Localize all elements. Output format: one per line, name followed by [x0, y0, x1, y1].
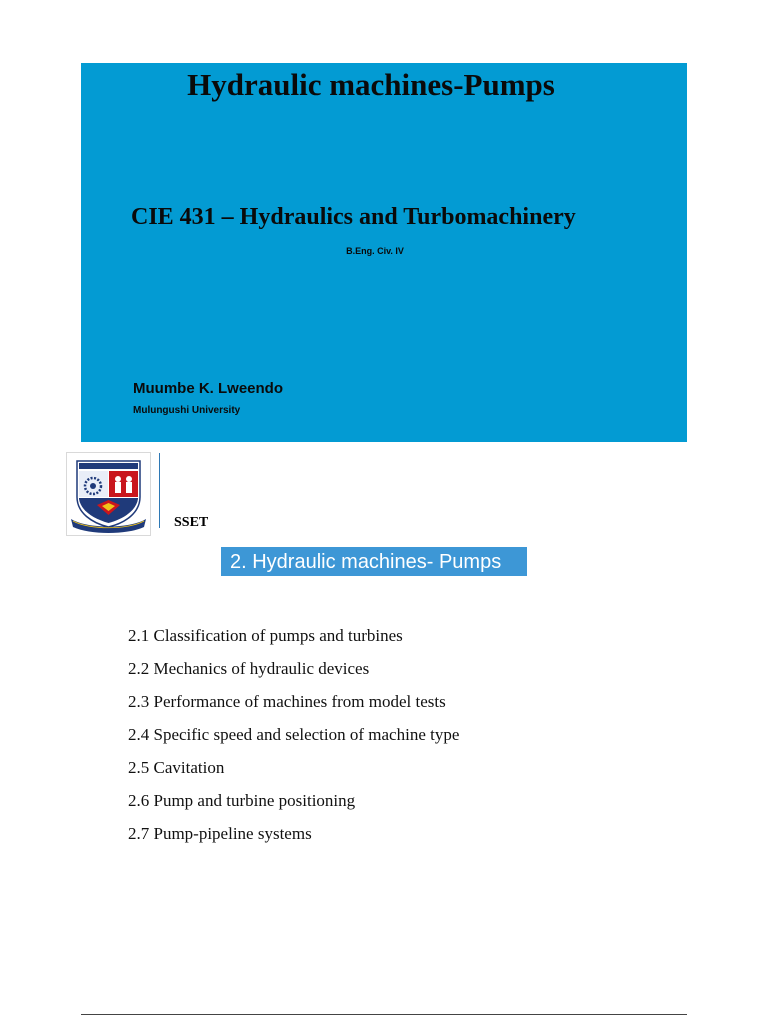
document-title: Hydraulic machines-Pumps [187, 67, 555, 102]
section-heading: 2. Hydraulic machines- Pumps [221, 547, 527, 576]
footer-rule [81, 1014, 687, 1015]
list-item: 2.2 Mechanics of hydraulic devices [128, 659, 370, 678]
logo-divider [159, 453, 160, 528]
author-name: Muumbe K. Lweendo [133, 380, 283, 397]
table-of-contents [128, 619, 459, 850]
list-item: 2.1 Classification of pumps and turbines [128, 626, 403, 645]
school-label: SSET [174, 515, 209, 530]
list-item: 2.7 Pump-pipeline systems [128, 824, 312, 843]
program-label: B.Eng. Civ. IV [346, 246, 404, 256]
list-item: 2.6 Pump and turbine positioning [128, 791, 356, 810]
course-title: CIE 431 – Hydraulics and Turbomachinery [131, 204, 576, 230]
title-banner [81, 63, 687, 442]
list-item: 2.4 Specific speed and selection of machine type [128, 725, 460, 744]
list-item: 2.5 Cavitation [128, 758, 225, 777]
list-item: 2.3 Performance of machines from model tests [128, 692, 446, 711]
university-name: Mulungushi University [133, 405, 241, 416]
university-crest-icon [66, 452, 151, 536]
